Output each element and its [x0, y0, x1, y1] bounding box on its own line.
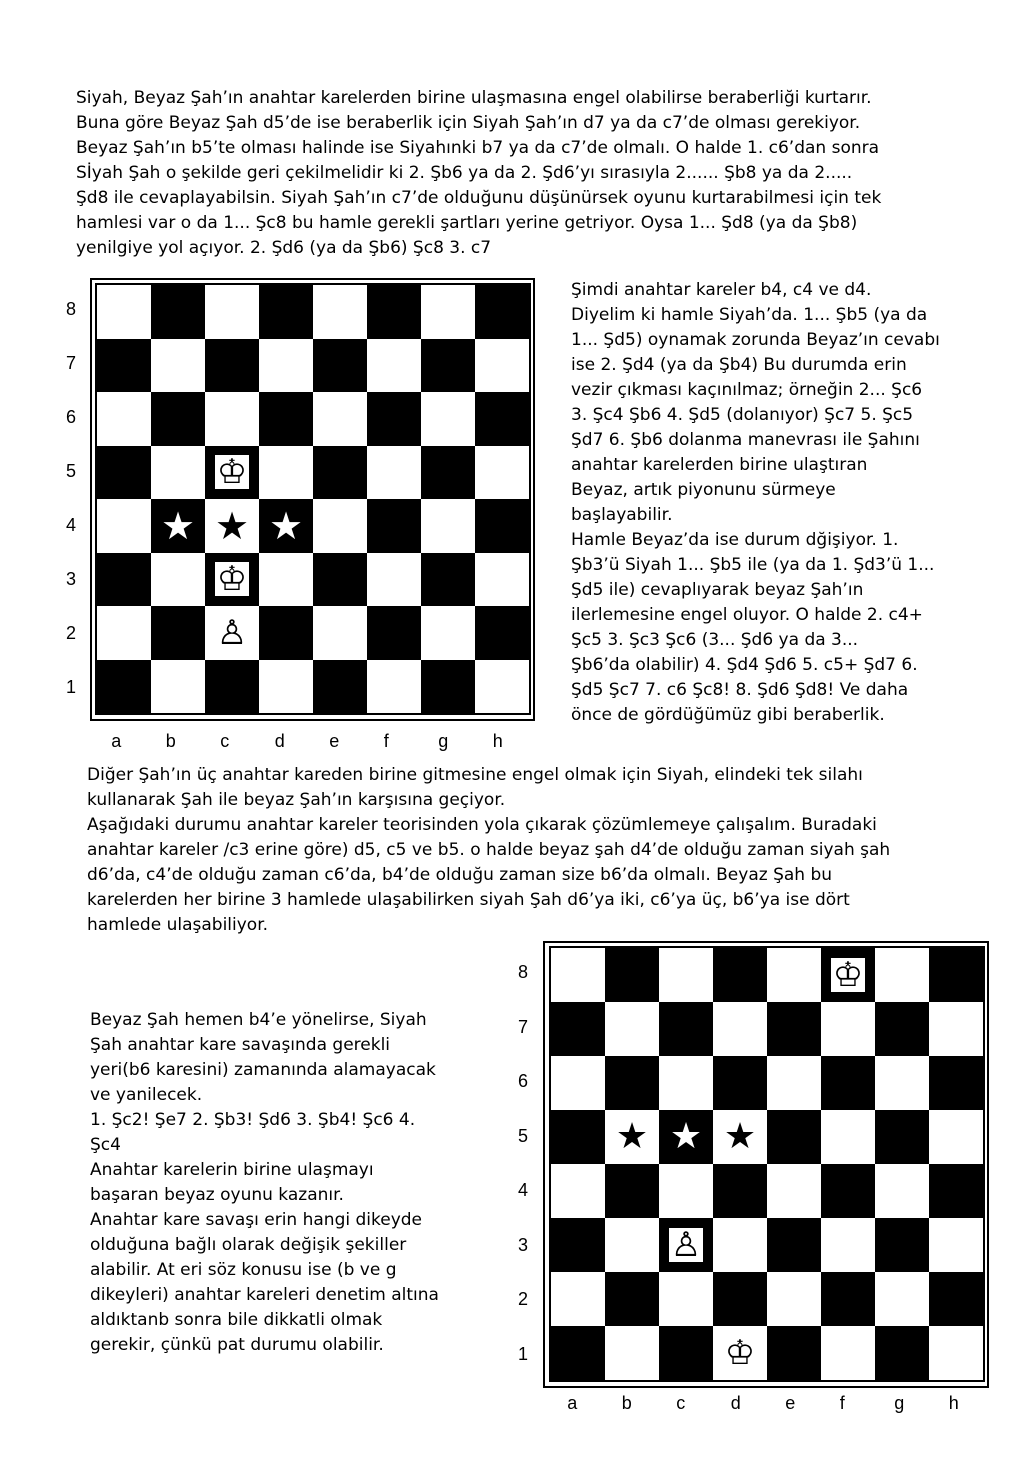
- square-h8: [929, 948, 983, 1002]
- star-icon: ★: [268, 503, 304, 548]
- square-h6: [475, 392, 529, 446]
- square-c5: [659, 1110, 713, 1164]
- square-f5: [821, 1110, 875, 1164]
- square-d1: [713, 1326, 767, 1380]
- square-h7: [929, 1002, 983, 1056]
- square-h5: [929, 1110, 983, 1164]
- square-d7: [259, 339, 313, 393]
- file-label-f: f: [839, 1393, 845, 1413]
- square-g2: [875, 1272, 929, 1326]
- middle-paragraph: Diğer Şah’ın üç anahtar kareden birine gitmesine engel olmak için Siyah, elindeki tek silahı kullanarak Şah ile beyaz Şah’ın karşısına geçiyor. Aşağıdaki durumu anahtar kareler teorisinden yola çıkarak çözümlemeye çalışalım. Buradaki anahtar kareler /c3 erine göre) d5, c5 ve b5. o halde beyaz şah d4’de olduğu zaman siyah şah d6’da, c4’de olduğu zaman c6’da, b4’de olduğu zaman size b6’da olmalı. Beyaz Şah bu karelerden her birine 3 hamlede ulaşabilirken siyah Şah d6’ya iki, c6’ya üç, b6’ya ise dört hamlede ulaşabiliyor.: [87, 765, 891, 935]
- square-f8: [367, 285, 421, 339]
- square-a2: [97, 606, 151, 660]
- square-a7: [551, 1002, 605, 1056]
- square-a5: [97, 446, 151, 500]
- rank-label-8: 8: [518, 962, 529, 983]
- square-b7: [151, 339, 205, 393]
- square-e3: [313, 553, 367, 607]
- square-c6: [205, 392, 259, 446]
- rank-label-3: 3: [518, 1234, 529, 1255]
- rank-label-3: 3: [66, 569, 77, 589]
- square-c2: [205, 606, 259, 660]
- file-label-f: f: [383, 731, 389, 751]
- square-b2: [605, 1272, 659, 1326]
- square-e4: [313, 499, 367, 553]
- square-c2: [659, 1272, 713, 1326]
- rank-label-2: 2: [66, 623, 77, 643]
- square-a2: [551, 1272, 605, 1326]
- square-d2: [713, 1272, 767, 1326]
- square-c5: [205, 446, 259, 500]
- square-f3: [821, 1218, 875, 1272]
- square-a3: [97, 553, 151, 607]
- file-label-d: d: [730, 1393, 741, 1413]
- square-e6: [767, 1056, 821, 1110]
- square-g2: [421, 606, 475, 660]
- square-h6: [929, 1056, 983, 1110]
- square-f6: [821, 1056, 875, 1110]
- square-g7: [875, 1002, 929, 1056]
- square-d3: [713, 1218, 767, 1272]
- square-b1: [151, 660, 205, 714]
- file-label-e: e: [329, 731, 340, 751]
- square-e5: [313, 446, 367, 500]
- star-icon: ★: [723, 1116, 757, 1157]
- file-label-b: b: [621, 1393, 632, 1413]
- square-b4: [605, 1164, 659, 1218]
- square-c6: [659, 1056, 713, 1110]
- square-b6: [151, 392, 205, 446]
- side-paragraph-2: Beyaz Şah hemen b4’e yönelirse, Siyah Şah anahtar kare savaşında gerekli yeri(b6 karesini) zamanında alamayacak ve yanilecek. 1. Şc2! Şe7 2. Şb3! Şd6 3. Şb4! Şc6 4. Şc4 Anahtar karelerin birine ulaşmayı başaran beyaz oyunu kazanır. Anahtar kare savaşı erin hangi dikeyde olduğuna bağlı olarak değişik şekiller alabilir. At eri söz konusu ise (b ve g dikeyleri) anahtar kareleri denetim altına aldıktanb sonra bile dikkatli olmak gerekir, çünkü pat durumu olabilir.: [90, 1010, 439, 1355]
- white-king-icon: ♔: [216, 452, 248, 493]
- square-c4: [205, 499, 259, 553]
- square-e8: [767, 948, 821, 1002]
- square-a6: [551, 1056, 605, 1110]
- white-king-icon: ♔: [216, 559, 248, 600]
- square-h4: [929, 1164, 983, 1218]
- square-a1: [551, 1326, 605, 1380]
- square-g4: [421, 499, 475, 553]
- square-f7: [821, 1002, 875, 1056]
- square-d7: [713, 1002, 767, 1056]
- square-f4: [367, 499, 421, 553]
- square-d1: [259, 660, 313, 714]
- square-e1: [767, 1326, 821, 1380]
- square-d6: [713, 1056, 767, 1110]
- square-b3: [151, 553, 205, 607]
- square-f5: [367, 446, 421, 500]
- square-d5: [259, 446, 313, 500]
- square-b4: [151, 499, 205, 553]
- rank-label-7: 7: [518, 1016, 529, 1037]
- file-label-a: a: [567, 1393, 578, 1413]
- square-f2: [367, 606, 421, 660]
- square-d3: [259, 553, 313, 607]
- rank-label-1: 1: [518, 1343, 529, 1364]
- square-a7: [97, 339, 151, 393]
- square-c1: [659, 1326, 713, 1380]
- square-h2: [475, 606, 529, 660]
- square-b6: [605, 1056, 659, 1110]
- square-d4: [713, 1164, 767, 1218]
- square-b7: [605, 1002, 659, 1056]
- white-king-icon: ♔: [832, 955, 864, 995]
- chessboard: [549, 946, 985, 1382]
- star-icon: ★: [160, 503, 196, 548]
- square-a4: [97, 499, 151, 553]
- square-f7: [367, 339, 421, 393]
- square-c8: [659, 948, 713, 1002]
- square-g3: [421, 553, 475, 607]
- rank-label-6: 6: [518, 1071, 529, 1092]
- square-g6: [421, 392, 475, 446]
- white-pawn-icon: ♙: [216, 612, 248, 653]
- rank-label-4: 4: [66, 515, 77, 535]
- file-label-h: h: [492, 731, 503, 751]
- file-label-g: g: [894, 1393, 905, 1413]
- square-a6: [97, 392, 151, 446]
- square-c8: [205, 285, 259, 339]
- rank-label-7: 7: [66, 353, 77, 373]
- rank-label-4: 4: [518, 1180, 529, 1201]
- square-e7: [767, 1002, 821, 1056]
- white-king-icon: ♔: [724, 1333, 756, 1373]
- chessboard: [95, 283, 531, 715]
- file-label-h: h: [948, 1393, 959, 1413]
- square-a3: [551, 1218, 605, 1272]
- square-e2: [767, 1272, 821, 1326]
- side-paragraph-1: Şimdi anahtar kareler b4, c4 ve d4. Diyelim ki hamle Siyah’da. 1... Şb5 (ya da 1... Şd5) oynamak zorunda Beyaz’ın cevabı ise 2. Şd4 (ya da Şb4) Bu durumda erin vezir çıkması kaçınılmaz; örneğin 2... Şc6 3. Şc4 Şb6 4. Şd5 (dolanıyor) Şc7 5. Şc5 Şd7 6. Şb6 dolanma manevrası ile Şahını anahtar karelerden birine ulaştıran Beyaz, artık piyonunu sürmeye başlayabilir. Hamle Beyaz’da ise durum dğişiyor. 1. Şb3’ü Siyah 1... Şb5 ile (ya da 1. Şd3’ü 1... Şd5 ile) cevaplıyarak beyaz Şah’ın ilerlemesine engel oluyor. O halde 2. c4+ Şc5 3. Şc3 Şc6 (3... Şd6 ya da 3... Şb6’da olabilir) 4. Şd4 Şd6 5. c5+ Şd7 6. Şd5 Şc7 7. c6 Şc8! 8. Şd6 Şd8! Ve daha önce de gördüğümüz gibi beraberlik.: [571, 280, 940, 725]
- star-icon: ★: [615, 1116, 649, 1157]
- square-a8: [551, 948, 605, 1002]
- square-h8: [475, 285, 529, 339]
- file-label-d: d: [274, 731, 285, 751]
- square-e4: [767, 1164, 821, 1218]
- square-b5: [605, 1110, 659, 1164]
- square-b5: [151, 446, 205, 500]
- square-g8: [421, 285, 475, 339]
- square-g1: [875, 1326, 929, 1380]
- file-label-b: b: [165, 731, 176, 751]
- square-d5: [713, 1110, 767, 1164]
- square-a5: [551, 1110, 605, 1164]
- file-label-a: a: [111, 731, 122, 751]
- rank-label-5: 5: [518, 1125, 529, 1146]
- square-f8: [821, 948, 875, 1002]
- file-label-c: c: [220, 731, 230, 751]
- square-b3: [605, 1218, 659, 1272]
- square-c7: [659, 1002, 713, 1056]
- square-e1: [313, 660, 367, 714]
- square-d2: [259, 606, 313, 660]
- square-d8: [259, 285, 313, 339]
- square-c3: [205, 553, 259, 607]
- square-h3: [929, 1218, 983, 1272]
- star-icon: ★: [214, 503, 250, 548]
- square-g6: [875, 1056, 929, 1110]
- square-g4: [875, 1164, 929, 1218]
- square-f1: [821, 1326, 875, 1380]
- rank-label-1: 1: [66, 677, 77, 697]
- square-b8: [151, 285, 205, 339]
- square-g5: [421, 446, 475, 500]
- square-g1: [421, 660, 475, 714]
- square-f3: [367, 553, 421, 607]
- square-b8: [605, 948, 659, 1002]
- square-b1: [605, 1326, 659, 1380]
- square-d8: [713, 948, 767, 1002]
- square-f6: [367, 392, 421, 446]
- square-f1: [367, 660, 421, 714]
- square-c4: [659, 1164, 713, 1218]
- square-c7: [205, 339, 259, 393]
- rank-label-5: 5: [66, 461, 77, 481]
- square-g5: [875, 1110, 929, 1164]
- square-e5: [767, 1110, 821, 1164]
- square-a1: [97, 660, 151, 714]
- square-e2: [313, 606, 367, 660]
- intro-paragraph: Siyah, Beyaz Şah’ın anahtar karelerden birine ulaşmasına engel olabilirse beraberliği kurtarır. Buna göre Beyaz Şah d5’de ise beraberlik için Siyah Şah’ın d7 ya da c7’de olması gerekiyor. Beyaz Şah’ın b5’te olması halinde ise Siyahınki b7 ya da c7’de olmalı. O halde 1. c6’dan sonra Sİyah Şah o şekilde geri çekilmelidir ki 2. Şb6 ya da 2. Şd6’yı sırasıyla 2...... Şb8 ya da 2..... Şd8 ile cevaplayabilsin. Siyah Şah’ın c7’de olduğunu düşünürsek oyunu kurtarabilmesi için tek hamlesi var o da 1... Şc8 bu hamle gerekli şartları yerine getriyor. Oysa 1... Şd8 (ya da Şb8) yenilgiye yol açıyor. 2. Şd6 (ya da Şb6) Şc8 3. c7: [76, 88, 882, 258]
- square-c1: [205, 660, 259, 714]
- square-d4: [259, 499, 313, 553]
- rank-label-6: 6: [66, 407, 77, 427]
- square-a8: [97, 285, 151, 339]
- square-e7: [313, 339, 367, 393]
- square-h5: [475, 446, 529, 500]
- square-g8: [875, 948, 929, 1002]
- rank-label-2: 2: [518, 1289, 529, 1310]
- white-pawn-icon: ♙: [670, 1225, 702, 1265]
- square-f4: [821, 1164, 875, 1218]
- square-f2: [821, 1272, 875, 1326]
- square-a4: [551, 1164, 605, 1218]
- rank-label-8: 8: [66, 299, 77, 319]
- square-g3: [875, 1218, 929, 1272]
- square-d6: [259, 392, 313, 446]
- file-label-e: e: [785, 1393, 796, 1413]
- file-label-c: c: [676, 1393, 686, 1413]
- square-c3: [659, 1218, 713, 1272]
- star-icon: ★: [669, 1116, 703, 1157]
- square-h2: [929, 1272, 983, 1326]
- square-b2: [151, 606, 205, 660]
- square-e3: [767, 1218, 821, 1272]
- square-e6: [313, 392, 367, 446]
- square-h4: [475, 499, 529, 553]
- square-h3: [475, 553, 529, 607]
- square-h7: [475, 339, 529, 393]
- square-g7: [421, 339, 475, 393]
- square-e8: [313, 285, 367, 339]
- square-h1: [929, 1326, 983, 1380]
- file-label-g: g: [438, 731, 449, 751]
- square-h1: [475, 660, 529, 714]
